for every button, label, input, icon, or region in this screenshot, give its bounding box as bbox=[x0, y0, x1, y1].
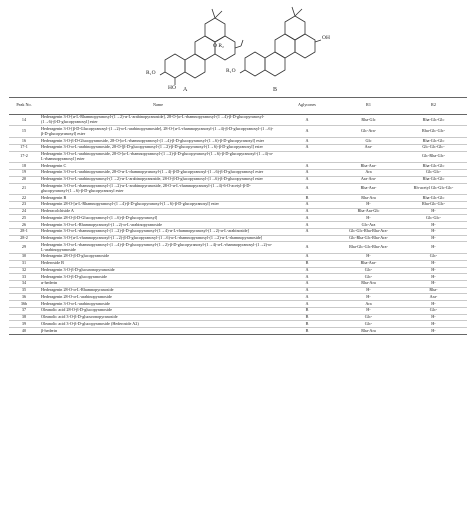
name-cell: Hederacolchiside A bbox=[39, 208, 277, 215]
r1-cell: Ara bbox=[337, 170, 400, 177]
name-cell: Hederagenin 3-O-α-L-arabinopyranoside, 28-O-[β-D-glucopyranosyl-(1→2)-β-D-glucopyranosyl-(1→6)-β-D-glucopyranosyl] ester bbox=[39, 144, 277, 151]
peak-cell: 34 bbox=[9, 280, 39, 287]
name-cell: Hederagenin 3-O-α-L-arabinopyranoside, 28-O-α-L-rhamnopyranosyl-(1→4)-β-D-glucopyranosyl-(1→6)-β-D-glucopyranosyl ester bbox=[39, 170, 277, 177]
table-row bbox=[9, 280, 467, 287]
name-cell: Hederagenin 3-O-α-L-arabinopyranoside bbox=[39, 301, 277, 308]
r1-cell: H- bbox=[337, 215, 400, 222]
table-row bbox=[9, 222, 467, 229]
name-cell: Hederagenin 3-O-α-L-arabinopyranosyl-(1→2)-α-L-arabinopyranoside, 28-O-β-D-glucopyranosyl-(1→6)-β-D-glucopyranosyl ester bbox=[39, 176, 277, 183]
table-row bbox=[9, 170, 467, 177]
name-cell: Hederagenin 3-O-β-D-glucuronopyranoside bbox=[39, 267, 277, 274]
structure-b-r1-substituent: R₁O bbox=[226, 68, 236, 74]
aglycone-cell: A bbox=[277, 287, 337, 294]
peak-cell: 26 bbox=[9, 222, 39, 229]
r2-cell: Ara- bbox=[400, 294, 467, 301]
r1-cell: Ara bbox=[337, 301, 400, 308]
saponin-table bbox=[9, 97, 467, 335]
peak-cell: 28-1 bbox=[9, 228, 39, 235]
aglycone-cell: A bbox=[277, 208, 337, 215]
name-cell: Hederagenin 28-O-β-D-glucopyranoside bbox=[39, 254, 277, 261]
name-cell: Hederagenin 3-O-α-L-rhamnopyranosyl-(1→4)-β-D-glucopyranosyl-(1→2)-β-D-glucopyranosyl-(1→4)-α-L-rhamnopyranosyl-(1→2)-α-L-arabinopyranoside bbox=[39, 242, 277, 254]
r2-cell: Rha-Glc-Glc- bbox=[400, 201, 467, 208]
r2-cell: Rha-Glc-Glc bbox=[400, 163, 467, 170]
peak-cell: 28-2 bbox=[9, 235, 39, 242]
r2-cell: H- bbox=[400, 280, 467, 287]
table-row bbox=[9, 151, 467, 163]
peak-cell: 18 bbox=[9, 163, 39, 170]
table-row bbox=[9, 195, 467, 202]
r2-cell: H- bbox=[400, 328, 467, 335]
name-cell: Hederagenin 3-O-α-L-rhamnopyranosyl-(1→2)-β-D-glucopyranosyl-(1→4)-α-L-rhamnopyranosyl-(1→2)-α-L-arabinoside] bbox=[39, 228, 277, 235]
peak-cell: 17-2 bbox=[9, 151, 39, 163]
r2-cell: Glc- bbox=[400, 307, 467, 314]
r2-cell: Glc-Glc-Glc- bbox=[400, 144, 467, 151]
table-row bbox=[9, 144, 467, 151]
name-cell: Oleanolic acid 3-O-β-D-glucopyranoside (Hederoside A2) bbox=[39, 321, 277, 328]
table-row bbox=[9, 183, 467, 195]
structure-a-ho-substituent: HO bbox=[168, 85, 176, 91]
peak-cell: 40 bbox=[9, 328, 39, 335]
aglycone-cell: A bbox=[277, 222, 337, 229]
peak-cell: 35 bbox=[9, 287, 39, 294]
r1-cell: Ara- bbox=[337, 144, 400, 151]
aglycone-cell: A bbox=[277, 183, 337, 195]
aglycone-cell: A bbox=[277, 138, 337, 145]
r1-cell: Rha-Ara bbox=[337, 328, 400, 335]
r1-cell: Glc- bbox=[337, 274, 400, 281]
table-row bbox=[9, 294, 467, 301]
structure-b-oh-substituent: OH bbox=[322, 35, 330, 41]
r2-cell: Glc-Rha-Glc- bbox=[400, 151, 467, 163]
peak-cell: 15 bbox=[9, 126, 39, 138]
r2-cell: H- bbox=[400, 242, 467, 254]
r1-cell: Glc-Ara bbox=[337, 222, 400, 229]
table-row bbox=[9, 267, 467, 274]
r1-cell: Rha-Ara- bbox=[337, 260, 400, 267]
table-row bbox=[9, 163, 467, 170]
r1-cell: H- bbox=[337, 254, 400, 261]
r2-cell: H- bbox=[400, 314, 467, 321]
name-cell: Hederagenin 28-O-β-D-Glucopyranosyl-(1→6)-β-D-glucopyranosyl] bbox=[39, 215, 277, 222]
r1-cell: Glc- bbox=[337, 267, 400, 274]
peak-cell: 39 bbox=[9, 321, 39, 328]
r1-cell: Glc- bbox=[337, 314, 400, 321]
name-cell: Hederagenin 3-O-α-L-Rhamnopyranosyl-(1→2)-α-L-arabinopyranoside bbox=[39, 222, 277, 229]
structure-a-r2-substituent: O R₂ bbox=[213, 43, 224, 49]
r2-cell: Rha- bbox=[400, 287, 467, 294]
peak-cell: 32 bbox=[9, 267, 39, 274]
name-cell: Hederagenin 3-O-[β-D-Glucopyranosyl-(1→2)-α-L-arabinopyranoside], 28-O-[α-L-rhamnopyranosyl-(1→4)-β-D-glucopyranosyl-(1→6)-β-D-glucopyranosyl] ester bbox=[39, 126, 277, 138]
r1-cell: Rha-Glc-Glc-Rha-Ara- bbox=[337, 242, 400, 254]
r1-cell: Rha-Ara-Glc bbox=[337, 208, 400, 215]
r2-cell: Rha-Glc-Glc bbox=[400, 176, 467, 183]
peak-cell: 21 bbox=[9, 183, 39, 195]
r2-cell: Rha-Glc-Glc- bbox=[400, 126, 467, 138]
header-r2: R2 bbox=[400, 98, 467, 115]
aglycone-cell bbox=[277, 151, 337, 163]
aglycone-cell: B bbox=[277, 328, 337, 335]
aglycone-cell: A bbox=[277, 215, 337, 222]
name-cell: Hederoside B bbox=[39, 260, 277, 267]
r2-cell: Rha-Glc-Glc bbox=[400, 195, 467, 202]
r1-cell: Glc- bbox=[337, 321, 400, 328]
r2-cell: H- bbox=[400, 222, 467, 229]
aglycone-cell: A bbox=[277, 144, 337, 151]
aglycone-cell: A bbox=[277, 126, 337, 138]
r1-cell: Glc-Glc-Rha-Rha-Ara- bbox=[337, 228, 400, 235]
table-row bbox=[9, 287, 467, 294]
table-row bbox=[9, 314, 467, 321]
peak-cell: 22 bbox=[9, 195, 39, 202]
structure-a-r1-substituent: R₁O bbox=[146, 70, 156, 76]
name-cell: Oleanolic acid 28-O-β-D-glucopyranoside bbox=[39, 307, 277, 314]
r1-cell: Rha-Ara- bbox=[337, 183, 400, 195]
table-header-row bbox=[9, 98, 467, 115]
r1-cell: Rha-Ara bbox=[337, 195, 400, 202]
name-cell: Hederagenin 3-O-β-D-Glucopyranoside, 28-O-[α-L-rhamnopyranosyl-(1→4)-β-D-glucopyranosyl-(1→6)-β-D-glucopyranosyl] ester bbox=[39, 138, 277, 145]
name-cell: Hederagenin 3-O-[α-L-rhamnopyranosyl-(1→2)-β-D-glucopyranosyl-(1→6)-α-L-rhamnopyranosyl-(1→2)-α-L-rhamnopyranoside] bbox=[39, 235, 277, 242]
r1-cell bbox=[337, 151, 400, 163]
aglycone-cell bbox=[277, 235, 337, 242]
peak-cell: 25 bbox=[9, 215, 39, 222]
structure-b-skeleton bbox=[240, 7, 321, 76]
table-row bbox=[9, 328, 467, 335]
aglycone-cell: A bbox=[277, 294, 337, 301]
name-cell: Hederagenin 3-O-β-D-glucopyranoside bbox=[39, 274, 277, 281]
chemical-structure-drawings bbox=[0, 0, 474, 95]
table-row bbox=[9, 228, 467, 235]
r2-cell: Rh-acetyl Glc-Glc-Glc- bbox=[400, 183, 467, 195]
aglycone-cell: B bbox=[277, 321, 337, 328]
name-cell: Hederagenin 3-O-α-L-arabinopyranoside, 28-O-[α-L-rhamnopyranosyl-(1→2)-β-D-glucopyranosyl-(1→6)-β-D-glucopyranosyl-(1→4)-α-L-rhamnopyranosyl] ester bbox=[39, 151, 277, 163]
header-aglycones: Aglycones bbox=[277, 98, 337, 115]
aglycone-cell: A bbox=[277, 254, 337, 261]
r2-cell: H- bbox=[400, 228, 467, 235]
aglycone-cell: A bbox=[277, 163, 337, 170]
peak-cell: 23 bbox=[9, 201, 39, 208]
peak-cell: 20 bbox=[9, 176, 39, 183]
table-row bbox=[9, 114, 467, 126]
r1-cell: H- bbox=[337, 307, 400, 314]
table-row bbox=[9, 254, 467, 261]
header-peak: Peak No. bbox=[9, 98, 39, 115]
aglycone-cell: B bbox=[277, 314, 337, 321]
r1-cell: H- bbox=[337, 201, 400, 208]
name-cell: Hederagenin 3-O-[α-L-Rhamnopyranosyl-(1→2)-α-L-arabinopyranoside], 28-O-[α-L-rhamnopyranosyl-(1→4)-β-D-glucopyranosyl-(1→6)-β-D-glucopyranosyl] ester bbox=[39, 114, 277, 126]
peak-cell: 24 bbox=[9, 208, 39, 215]
r1-cell: Rha-Glc bbox=[337, 114, 400, 126]
aglycone-cell: A bbox=[277, 267, 337, 274]
aglycone-cell: A bbox=[277, 301, 337, 308]
peak-cell: 37 bbox=[9, 307, 39, 314]
structure-b-label: B bbox=[273, 87, 278, 93]
header-name: Name bbox=[39, 98, 277, 115]
peak-cell: 16 bbox=[9, 138, 39, 145]
r2-cell: H- bbox=[400, 267, 467, 274]
r1-cell: H- bbox=[337, 287, 400, 294]
r2-cell: Rha-Glc-Glc bbox=[400, 138, 467, 145]
name-cell: β-hederin bbox=[39, 328, 277, 335]
structure-a-label: A bbox=[183, 87, 188, 93]
peak-cell: 29 bbox=[9, 242, 39, 254]
table-row bbox=[9, 321, 467, 328]
table-row bbox=[9, 138, 467, 145]
aglycone-cell: A bbox=[277, 176, 337, 183]
peak-cell: 31 bbox=[9, 260, 39, 267]
aglycone-cell: B bbox=[277, 260, 337, 267]
r2-cell: H- bbox=[400, 235, 467, 242]
table-row bbox=[9, 208, 467, 215]
name-cell: Hederagenin 28-O-α-L-arabinopyranoside bbox=[39, 294, 277, 301]
table-row bbox=[9, 176, 467, 183]
table-row bbox=[9, 215, 467, 222]
aglycone-cell: A bbox=[277, 114, 337, 126]
aglycone-structures-figure bbox=[0, 0, 474, 95]
aglycone-cell: B bbox=[277, 195, 337, 202]
r2-cell: Rha-Glc-Glc bbox=[400, 114, 467, 126]
r1-cell: Glc-Rha-Glc-Rha-Ara- bbox=[337, 235, 400, 242]
r1-cell: H- bbox=[337, 294, 400, 301]
peak-cell: 33 bbox=[9, 274, 39, 281]
aglycone-cell: A bbox=[277, 274, 337, 281]
aglycone-cell: A bbox=[277, 201, 337, 208]
header-r1: R1 bbox=[337, 98, 400, 115]
name-cell: Hederagenin 3-O-α-L-rhamnopyranosyl-(1→2)-α-L-arabinopyranoside, 28-O-α-L-rhamnopyranosyl-(1→4)-6-O-acetyl-β-D-glucopyranosyl-(1→6)-β-D-glucopyranosyl ester bbox=[39, 183, 277, 195]
table-row bbox=[9, 260, 467, 267]
peak-cell: 14 bbox=[9, 114, 39, 126]
name-cell: Hederagenin 28-O-α-L-Rhamnopyranoside bbox=[39, 287, 277, 294]
r1-cell: Glc-Ara- bbox=[337, 126, 400, 138]
r2-cell: H- bbox=[400, 321, 467, 328]
peak-cell: 30 bbox=[9, 254, 39, 261]
peak-cell: 38 bbox=[9, 314, 39, 321]
aglycone-cell: A bbox=[277, 170, 337, 177]
r2-cell: H- bbox=[400, 208, 467, 215]
aglycone-cell: A bbox=[277, 280, 337, 287]
peak-cell: 17-1 bbox=[9, 144, 39, 151]
table-row bbox=[9, 201, 467, 208]
r2-cell: Glc-Glc- bbox=[400, 215, 467, 222]
r2-cell: H- bbox=[400, 260, 467, 267]
r2-cell: H- bbox=[400, 274, 467, 281]
r2-cell: Glc- bbox=[400, 254, 467, 261]
table-row bbox=[9, 126, 467, 138]
name-cell: Oleanolic acid 3-O-β-D-glucuronopyranoside bbox=[39, 314, 277, 321]
aglycone-cell: A bbox=[277, 242, 337, 254]
r1-cell: Rha-Ara bbox=[337, 280, 400, 287]
peak-cell: 19 bbox=[9, 170, 39, 177]
name-cell: Hederagenin C bbox=[39, 163, 277, 170]
peak-cell: 36 bbox=[9, 294, 39, 301]
r2-cell: Glc-Glc- bbox=[400, 170, 467, 177]
r2-cell: H- bbox=[400, 301, 467, 308]
table-row bbox=[9, 301, 467, 308]
aglycone-cell: B bbox=[277, 307, 337, 314]
name-cell: α-hederin bbox=[39, 280, 277, 287]
table-row bbox=[9, 274, 467, 281]
peak-cell: 36b bbox=[9, 301, 39, 308]
name-cell: Hederagenin 28-O-[α-L-Rhamnopyranosyl-(1→4)-β-D-glucopyranosyl-(1→6)-β-D-glucopyranosyl] ester bbox=[39, 201, 277, 208]
table-row bbox=[9, 242, 467, 254]
table-row bbox=[9, 307, 467, 314]
r1-cell: Ara-Ara- bbox=[337, 176, 400, 183]
name-cell: Hederagenin B bbox=[39, 195, 277, 202]
r1-cell: Rha-Ara- bbox=[337, 163, 400, 170]
r1-cell: Glc bbox=[337, 138, 400, 145]
table-row bbox=[9, 235, 467, 242]
aglycone-cell: A bbox=[277, 228, 337, 235]
